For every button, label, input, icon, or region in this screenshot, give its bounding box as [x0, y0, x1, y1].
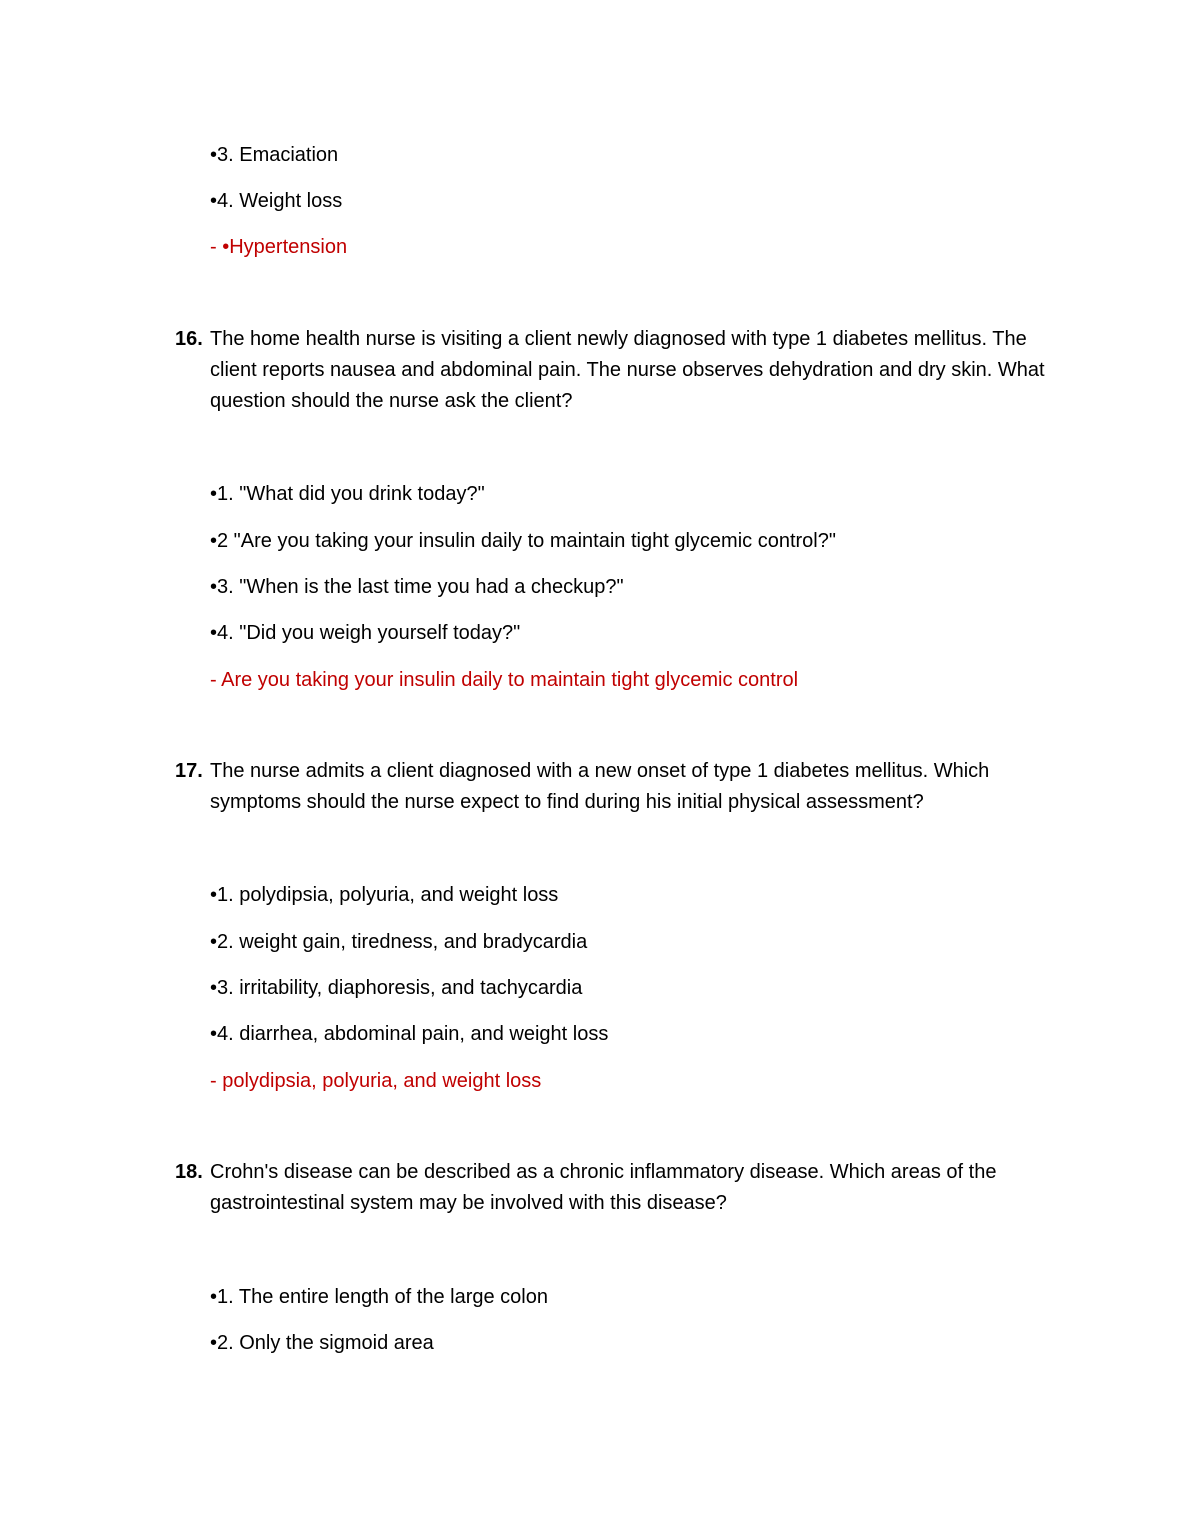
option-item: •4. diarrhea, abdominal pain, and weight loss: [210, 1023, 609, 1045]
answer-text: - polydipsia, polyuria, and weight loss: [210, 1070, 542, 1092]
option-item: •2. weight gain, tiredness, and bradycardia: [210, 931, 588, 953]
answer-text: - Are you taking your insulin daily to maintain tight glycemic control: [210, 669, 799, 691]
option-item: •1. The entire length of the large colon: [210, 1286, 548, 1308]
question-number: 18.: [175, 1161, 203, 1183]
option-item: •1. "What did you drink today?": [210, 483, 485, 505]
option-item: •3. Emaciation: [210, 144, 339, 166]
option-item: •3. "When is the last time you had a checkup?": [210, 576, 624, 598]
question-text: The home health nurse is visiting a client newly diagnosed with type 1 diabetes mellitus. The client reports nausea and abdominal pain. The nurse observes dehydration and dry skin. What question should the nurse ask the client?: [210, 328, 1045, 412]
option-item: •2 "Are you taking your insulin daily to maintain tight glycemic control?": [210, 530, 836, 552]
option-item: •1. polydipsia, polyuria, and weight loss: [210, 884, 559, 906]
option-item: •4. "Did you weigh yourself today?": [210, 622, 521, 644]
question-number: 16.: [175, 328, 203, 350]
answer-text: - •Hypertension: [210, 236, 348, 258]
option-item: •4. Weight loss: [210, 190, 343, 212]
option-item: •3. irritability, diaphoresis, and tachycardia: [210, 977, 583, 999]
option-item: •2. Only the sigmoid area: [210, 1332, 434, 1354]
question-text: The nurse admits a client diagnosed with a new onset of type 1 diabetes mellitus. Which symptoms should the nurse expect to find during his initial physical assessment?: [210, 760, 990, 813]
question-text: Crohn's disease can be described as a chronic inflammatory disease. Which areas of the gastrointestinal system may be involved with this disease?: [210, 1161, 997, 1214]
question-number: 17.: [175, 760, 203, 782]
